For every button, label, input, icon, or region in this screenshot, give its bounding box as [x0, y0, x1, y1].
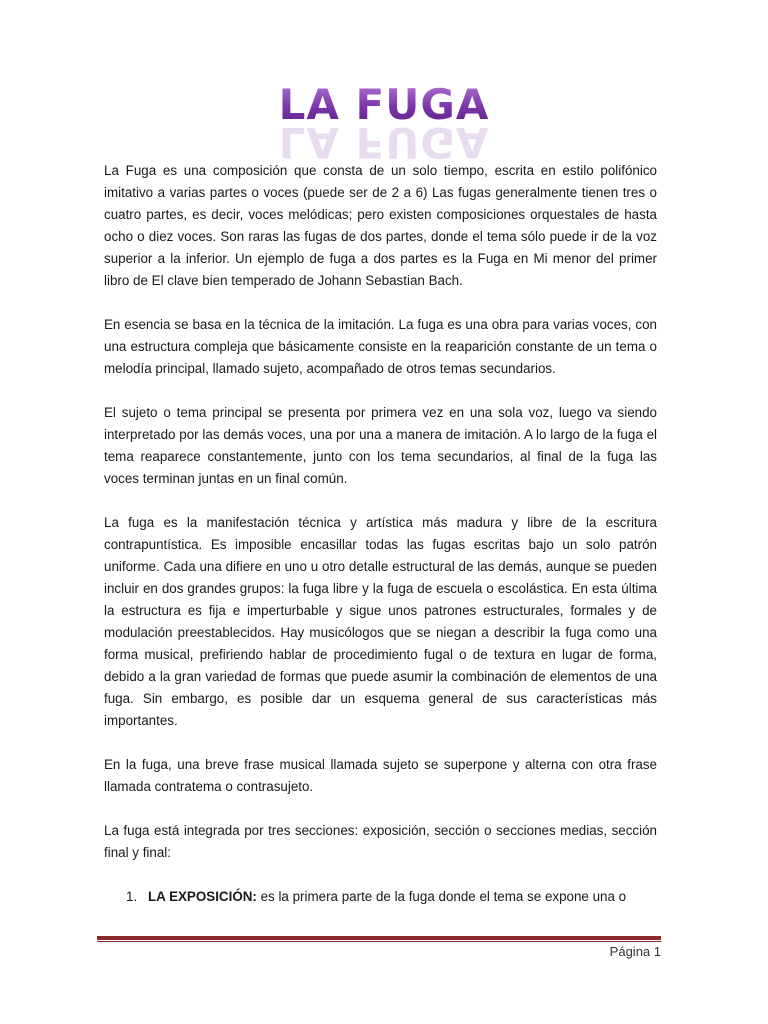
list-item: [104, 886, 657, 908]
title-reflection: [0, 118, 768, 167]
numbered-list: [104, 886, 657, 908]
paragraph-6: La fuga está integrada por tres secciones: exposición, sección o secciones medias, sección final y final:: [104, 823, 657, 860]
list-item-number: 1.: [126, 889, 138, 904]
paragraph-1: La Fuga es una composición que consta de un solo tiempo, escrita en estilo polifónico imitativo a varias partes o voces (puede ser de 2 a 6) Las fugas generalmente tienen tres o cuatro partes, es decir, voces melódicas; pero existen composiciones orquestales de hasta ocho o diez voces. Son raras las fugas de dos partes, donde el tema sólo puede ir de la voz superior a la inferior. Un ejemplo de fuga a dos partes es la Fuga en Mi menor del primer libro de El clave bien temperado de Johann Sebastian Bach.: [104, 163, 657, 288]
paragraph-2: En esencia se basa en la técnica de la imitación. La fuga es una obra para varias voces, con una estructura compleja que básicamente consiste en la reaparición constante de un tema o melodía principal, llamado sujeto, acompañado de otros temas secundarios.: [104, 317, 657, 376]
paragraph-3: El sujeto o tema principal se presenta por primera vez en una sola voz, luego va siendo interpretado por las demás voces, una por una a manera de imitación. A lo largo de la fuga el tema reaparece constantemente, junto con los tema secundarios, al final de la fuga las voces terminan juntas en un final común.: [104, 405, 657, 486]
paragraph-4: La fuga es la manifestación técnica y artística más madura y libre de la escritura contrapuntística. Es imposible encasillar todas las fugas escritas bajo un solo patrón uniforme. Cada una difiere en uno u otro detalle estructural de las demás, aunque se pueden incluir en dos grandes grupos: la fuga libre y la fuga de escuela o escolástica. En esta última la estructura es fija e imperturbable y sigue unos patrones estructurales, formales y de modulación preestablecidos. Hay musicólogos que se niegan a describir la fuga como una forma musical, prefiriendo hablar de procedimiento fugal o de textura en lugar de forma, debido a la gran variedad de formas que puede asumir la combinación de elementos de una fuga. Sin embargo, es posible dar un esquema general de sus características más importantes.: [104, 515, 657, 728]
footer-rule-thin: [97, 941, 661, 942]
document-body: [104, 160, 657, 908]
list-item-term: LA EXPOSICIÓN:: [148, 889, 257, 904]
document-title: LA FUGA: [278, 80, 490, 129]
paragraph-5: En la fuga, una breve frase musical llamada sujeto se superpone y alterna con otra frase llamada contratema o contrasujeto.: [104, 757, 657, 794]
footer-rule: [97, 936, 661, 940]
page-number: Página 1: [609, 944, 661, 959]
list-item-text: es la primera parte de la fuga donde el tema se expone una o: [256, 889, 627, 904]
title-reflection-text: LA FUGA: [278, 118, 490, 167]
